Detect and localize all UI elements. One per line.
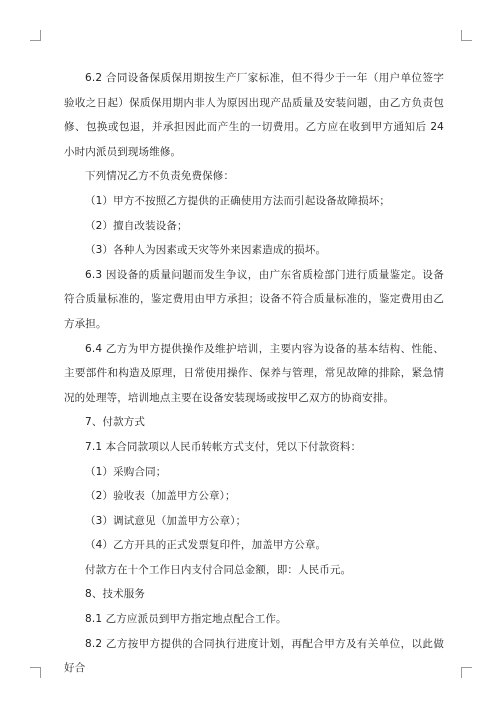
paragraph-8-2: 8.2 乙方按甲方提供的合同执行进度计划，再配合甲方及有关单位，以此做好合 — [64, 637, 444, 675]
section-heading-technical-service: 8、技术服务 — [85, 588, 146, 601]
paragraph-6-2-warranty: 6.2 合同设备保质保用期按生产厂家标准，但不得少于一年（用户单位签字验收之日起）保质保用期内非人为原因出现产品质量及安装问题，由乙方负责包修、包换或包退，并承担因此而产生的一切费用。乙方应在收到甲方通知后 24 小时内派员到现场维修。 — [64, 72, 444, 158]
paragraph-exclusions-intro: 下列情况乙方不负责免费保修： — [85, 170, 235, 183]
list-item-exclusion-1: （1）甲方不按照乙方提供的正确使用方法而引起设备故障损坏； — [85, 194, 391, 207]
list-item-payment-doc-1: （1）采购合同； — [85, 465, 167, 478]
paragraph-6-3-quality-dispute: 6.3 因设备的质量问题而发生争议，由广东省质检部门进行质量鉴定。设备符合质量标准的，鉴定费用由甲方承担；设备不符合质量标准的，鉴定费用由乙方承担。 — [64, 268, 444, 330]
paragraph-7-1-payment-method: 7.1 本合同款项以人民币转帐方式支付，凭以下付款资料： — [85, 440, 362, 453]
paragraph-6-4-training: 6.4 乙方为甲方提供操作及维护培训，主要内容为设备的基本结构、性能、主要部件和构造及原理，日常使用操作、保养与管理，常见故障的排除，紧急情况的处理等，培训地点主要在设备安装现场或按甲乙双方的协商安排。 — [64, 342, 444, 404]
paragraph-payment-terms: 付款方在十个工作日内支付合同总金额，即：人民币元。 — [85, 563, 352, 576]
crop-mark-bottom-right — [461, 667, 472, 678]
paragraph-8-1: 8.1 乙方应派员到甲方指定地点配合工作。 — [85, 613, 287, 626]
list-item-payment-doc-3: （3）调试意见（加盖甲方公章）； — [85, 514, 247, 527]
section-heading-payment: 7、付款方式 — [85, 416, 146, 429]
list-item-exclusion-3: （3）各种人为因素或天灾等外来因素造成的损坏。 — [85, 244, 327, 257]
list-item-exclusion-2: （2）擅自改装设备； — [85, 219, 188, 232]
crop-mark-top-right — [461, 30, 472, 41]
list-item-payment-doc-2: （2）验收表（加盖甲方公章）； — [85, 490, 236, 503]
document-body — [64, 66, 444, 681]
crop-mark-bottom-left — [30, 667, 41, 678]
crop-mark-top-left — [30, 30, 41, 41]
list-item-payment-doc-4: （4）乙方开具的正式发票复印件，加盖甲方公章。 — [85, 539, 327, 552]
